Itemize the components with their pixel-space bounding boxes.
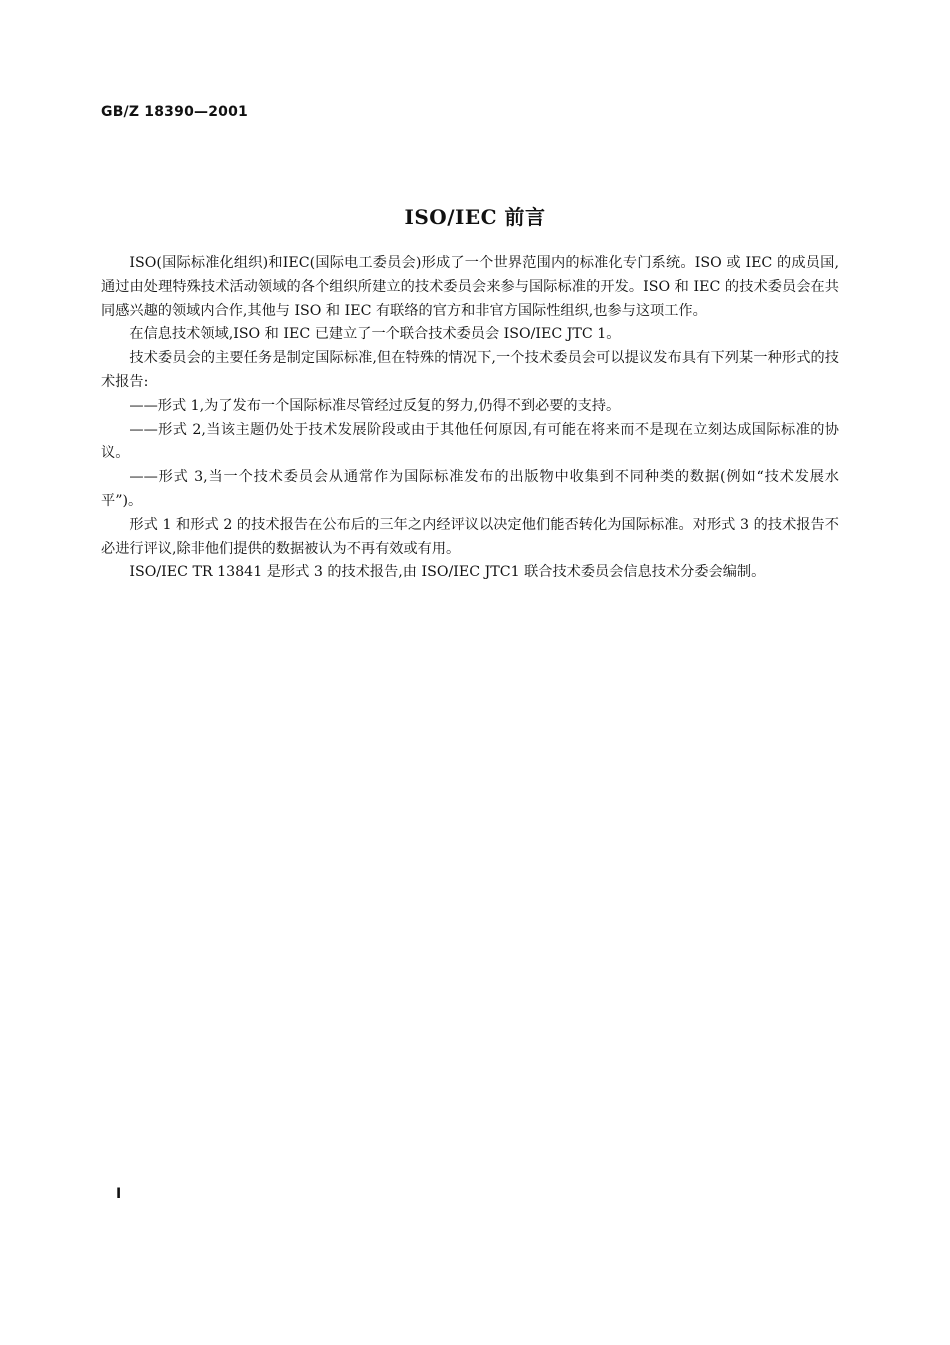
paragraph-iso-iec-intro: ISO(国际标准化组织)和IEC(国际电工委员会)形成了一个世界范围内的标准化专门系统。ISO 或 IEC 的成员国,通过由处理特殊技术活动领域的各个组织所建立的技术委员会来参与国际标准的开发。ISO 和 IEC 的技术委员会在共同感兴趣的领域内合作,其他与 ISO 和 IEC 有联络的官方和非官方国际性组织,也参与这项工作。 — [101, 255, 839, 319]
paragraph-review: 形式 1 和形式 2 的技术报告在公布后的三年之内经评议以决定他们能否转化为国际标准。对形式 3 的技术报告不必进行评议,除非他们提供的数据被认为不再有效或有用。 — [101, 516, 839, 557]
list-item-type-2: ——形式 2,当该主题仍处于技术发展阶段或由于其他任何原因,有可能在将来而不是现在立刻达成国际标准的协议。 — [101, 421, 839, 462]
standard-number: GB/Z 18390—2001 — [101, 104, 248, 120]
paragraph-tr-13841: ISO/IEC TR 13841 是形式 3 的技术报告,由 ISO/IEC JTC1 联合技术委员会信息技术分委会编制。 — [129, 564, 766, 581]
list-item-type-3: ——形式 3,当一个技术委员会从通常作为国际标准发布的出版物中收集到不同种类的数据(例如“技术发展水平”)。 — [101, 469, 839, 509]
paragraph-technical-reports: 技术委员会的主要任务是制定国际标准,但在特殊的情况下,一个技术委员会可以提议发布具有下列某一种形式的技术报告: — [101, 350, 839, 390]
list-item-type-1: ——形式 1,为了发布一个国际标准尽管经过反复的努力,仍得不到必要的支持。 — [129, 397, 621, 414]
page-number: I — [116, 1186, 122, 1202]
page-title: ISO/IEC 前言 — [404, 205, 546, 229]
foreword-body — [101, 252, 839, 585]
paragraph-jtc1: 在信息技术领域,ISO 和 IEC 已建立了一个联合技术委员会 ISO/IEC JTC 1。 — [129, 326, 621, 343]
